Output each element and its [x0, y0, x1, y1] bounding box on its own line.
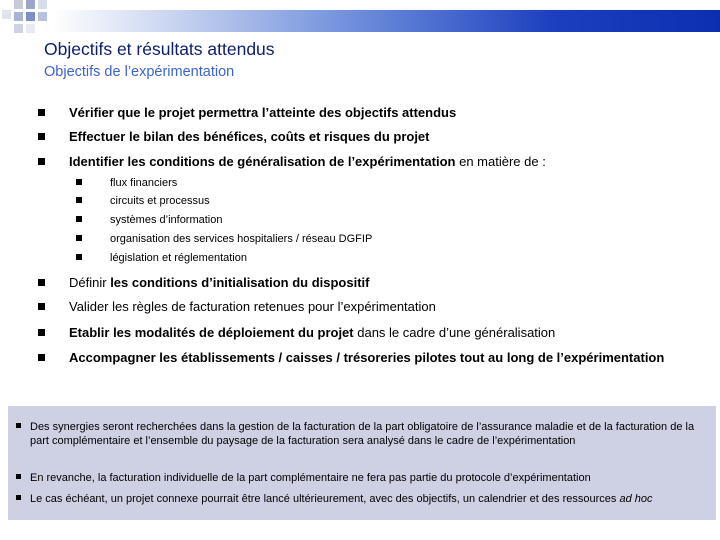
square-bullet-icon	[38, 279, 45, 286]
note-item	[30, 471, 710, 485]
square-bullet-icon	[38, 133, 45, 140]
note-item	[30, 420, 710, 448]
corner-decoration	[0, 0, 60, 40]
slide-subtitle: Objectifs de l’expérimentation	[44, 64, 235, 80]
item-text-bold: Accompagner les établissements / caisses / trésoreries pilotes tout au long de l’expérimentation	[69, 350, 665, 365]
header-gradient-bar	[52, 10, 720, 32]
square-bullet-icon	[16, 423, 21, 428]
item-text: Valider les règles de facturation retenues pour l’expérimentation	[69, 299, 436, 314]
sub-item-text: systèmes d’information	[110, 214, 223, 226]
slide-title: Objectifs et résultats attendus	[44, 39, 275, 59]
note-text: Des synergies seront recherchées dans la gestion de la facturation de la part obligatoire de l’assurance maladie et de la facturation de la part complémentaire et l’ensemble du paysage de la facturation sera analysé dans le cadre de l’expérimentation	[30, 421, 695, 447]
note-italic-text: ad hoc	[619, 493, 653, 505]
sub-item-text: législation et réglementation	[110, 252, 247, 264]
item-text-normal: dans le cadre d’une généralisation	[353, 325, 556, 340]
note-item	[30, 492, 710, 506]
square-bullet-icon	[38, 329, 45, 336]
square-bullet-icon	[76, 235, 82, 241]
item-text-bold: Identifier les conditions de généralisation de l’expérimentation	[69, 154, 456, 169]
square-bullet-icon	[76, 179, 82, 185]
square-bullet-icon	[38, 109, 45, 116]
item-text-normal: Définir	[69, 275, 111, 290]
sub-item-text: organisation des services hospitaliers / réseau DGFIP	[110, 233, 373, 245]
item-text: Effectuer le bilan des bénéfices, coûts et risques du projet	[69, 129, 430, 144]
square-bullet-icon	[38, 158, 45, 165]
square-bullet-icon	[76, 216, 82, 222]
item-text-normal: en matière de :	[455, 154, 546, 169]
square-bullet-icon	[38, 354, 45, 361]
item-text-bold: les conditions d’initialisation du dispositif	[110, 275, 370, 290]
square-bullet-icon	[76, 197, 82, 203]
sub-item-text: flux financiers	[110, 177, 178, 189]
square-bullet-icon	[38, 303, 45, 310]
note-text: Le cas échéant, un projet connexe pourrait être lancé ultérieurement, avec des objectifs, un calendrier et des ressources	[30, 493, 617, 505]
square-bullet-icon	[16, 474, 21, 479]
notes-box	[8, 406, 716, 520]
square-bullet-icon	[76, 254, 82, 260]
note-text: En revanche, la facturation individuelle de la part complémentaire ne fera pas partie du protocole d’expérimentation	[30, 472, 591, 484]
item-text: Vérifier que le projet permettra l’atteinte des objectifs attendus	[69, 105, 457, 120]
item-text-bold: Etablir les modalités de déploiement du projet	[69, 325, 354, 340]
sub-item-text: circuits et processus	[110, 195, 210, 207]
square-bullet-icon	[16, 495, 21, 500]
